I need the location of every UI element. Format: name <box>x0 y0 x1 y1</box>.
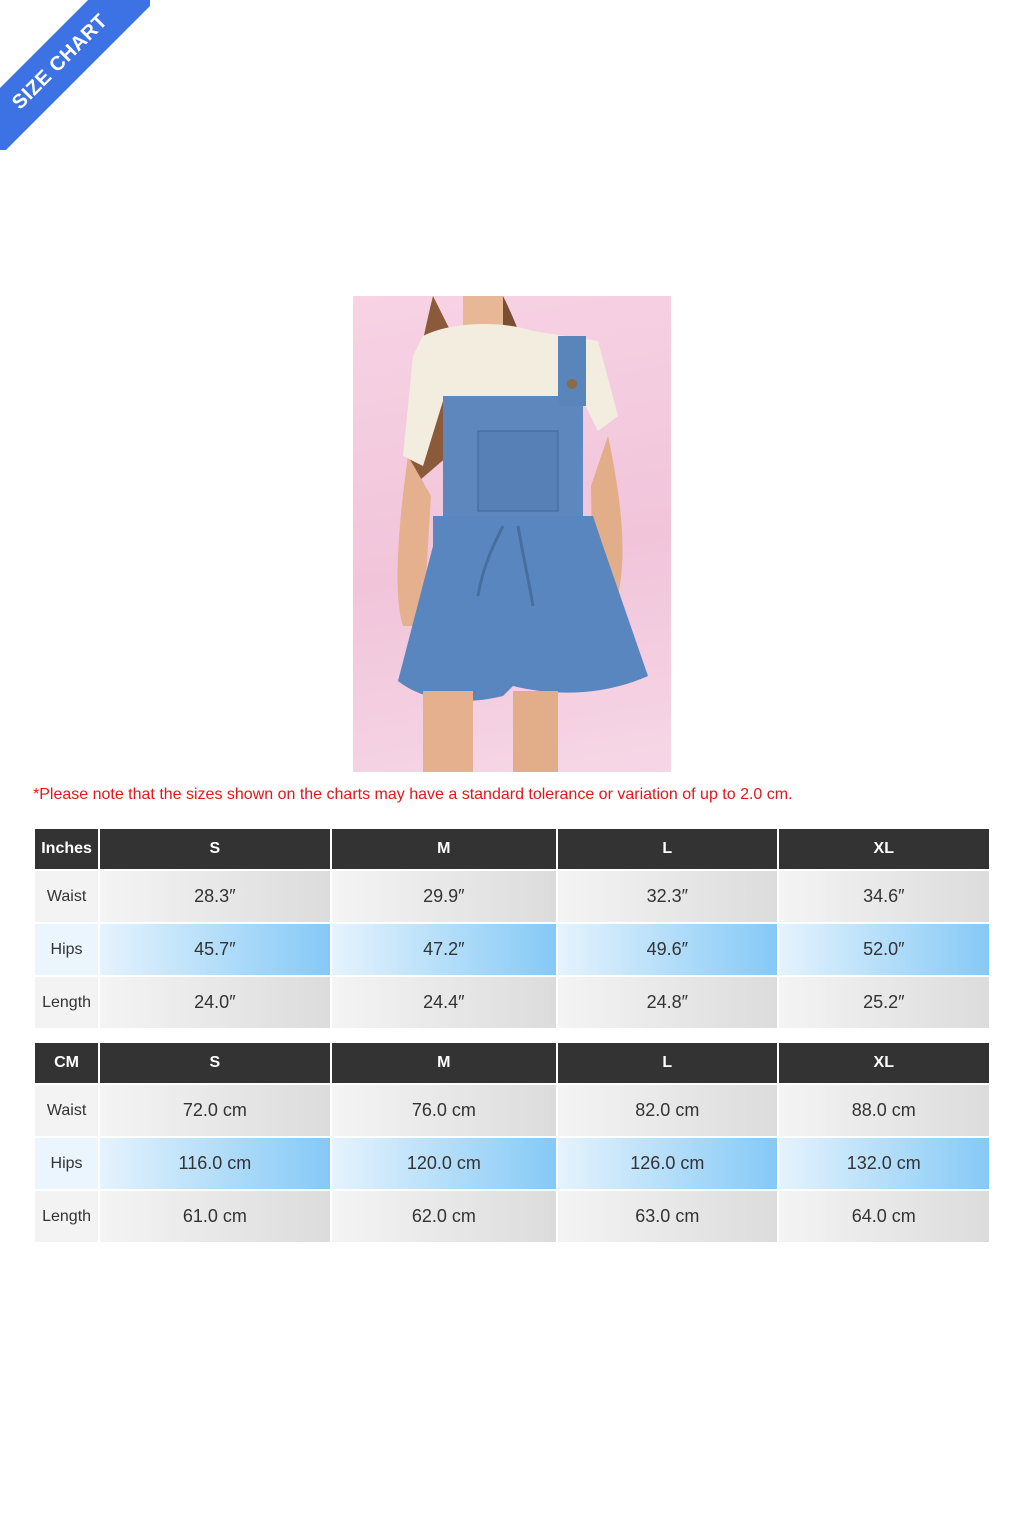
table-cell: 72.0 cm <box>100 1085 329 1136</box>
table-cell: 25.2″ <box>779 977 989 1028</box>
row-label: Length <box>35 1191 98 1242</box>
table-cell: 32.3″ <box>558 871 776 922</box>
unit-header: CM <box>35 1043 98 1083</box>
size-header: L <box>558 829 776 869</box>
table-cell: 34.6″ <box>779 871 989 922</box>
table-cell: 116.0 cm <box>100 1138 329 1189</box>
size-chart-badge <box>0 0 150 150</box>
table-cell: 76.0 cm <box>332 1085 556 1136</box>
table-row <box>35 1085 989 1136</box>
table-cell: 47.2″ <box>332 924 556 975</box>
table-cell: 120.0 cm <box>332 1138 556 1189</box>
table-cell: 82.0 cm <box>558 1085 776 1136</box>
unit-header: Inches <box>35 829 98 869</box>
table-cell: 63.0 cm <box>558 1191 776 1242</box>
table-cell: 61.0 cm <box>100 1191 329 1242</box>
table-cell: 29.9″ <box>332 871 556 922</box>
table-row <box>35 977 989 1028</box>
table-cell: 62.0 cm <box>332 1191 556 1242</box>
size-header: M <box>332 829 556 869</box>
table-header-row <box>35 829 989 869</box>
table-cell: 132.0 cm <box>779 1138 989 1189</box>
product-photo <box>353 296 671 772</box>
size-header: S <box>100 1043 329 1083</box>
row-label: Waist <box>35 871 98 922</box>
table-cell: 24.0″ <box>100 977 329 1028</box>
table-cell: 24.8″ <box>558 977 776 1028</box>
table-cell: 52.0″ <box>779 924 989 975</box>
size-tolerance-note: *Please note that the sizes shown on the charts may have a standard tolerance or variation of up to 2.0 cm. <box>33 786 793 803</box>
row-label: Length <box>35 977 98 1028</box>
row-label: Hips <box>35 1138 98 1189</box>
size-header: S <box>100 829 329 869</box>
table-header-row <box>35 1043 989 1083</box>
cm-size-table <box>33 1041 991 1244</box>
row-label: Waist <box>35 1085 98 1136</box>
table-cell: 24.4″ <box>332 977 556 1028</box>
table-cell: 28.3″ <box>100 871 329 922</box>
size-header: XL <box>779 829 989 869</box>
table-cell: 88.0 cm <box>779 1085 989 1136</box>
model-in-denim-overalls-illustration <box>353 296 671 772</box>
row-label: Hips <box>35 924 98 975</box>
table-cell: 45.7″ <box>100 924 329 975</box>
table-row <box>35 1191 989 1242</box>
table-cell: 126.0 cm <box>558 1138 776 1189</box>
inches-size-table <box>33 827 991 1030</box>
size-header: M <box>332 1043 556 1083</box>
size-header: XL <box>779 1043 989 1083</box>
table-cell: 64.0 cm <box>779 1191 989 1242</box>
table-row <box>35 871 989 922</box>
size-header: L <box>558 1043 776 1083</box>
table-row <box>35 1138 989 1189</box>
table-row <box>35 924 989 975</box>
table-cell: 49.6″ <box>558 924 776 975</box>
size-chart-badge-label: SIZE CHART <box>0 0 150 150</box>
